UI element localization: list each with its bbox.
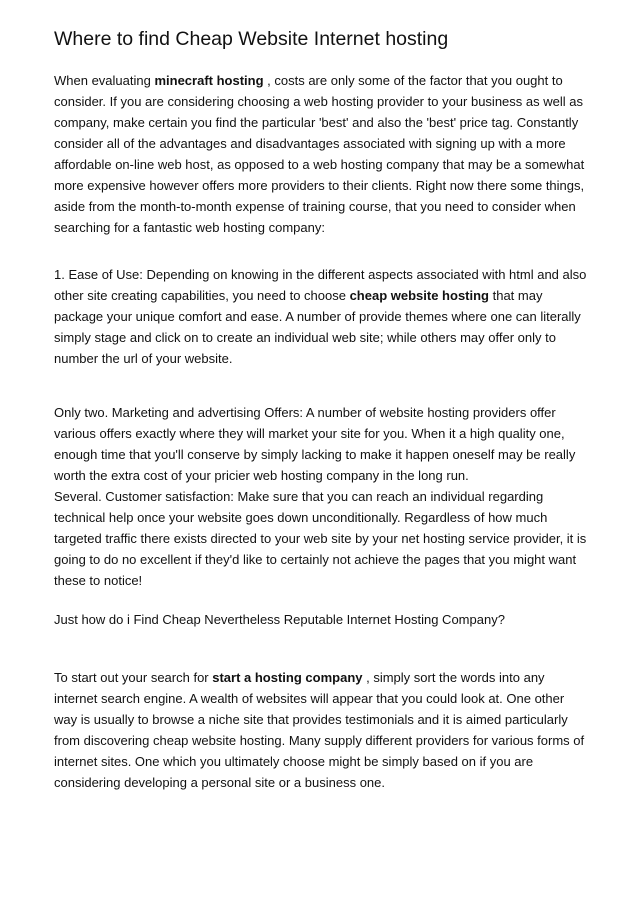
text-segment: internet sites. One which you ultimately choose might be simply based on if you are [54,754,534,769]
text-line [54,730,584,751]
text-line [54,175,584,196]
text-segment: company, make certain you find the particular 'best' and also the 'best' price tag. Constantly [54,115,579,130]
section-heading [54,609,505,630]
intro-paragraph [54,70,584,238]
text-line [54,528,586,549]
text-segment: , simply sort the words into any [362,670,545,685]
text-line [54,444,586,465]
text-line [54,465,586,486]
text-segment: simply stage and click on to create an individual web site; while others may offer only to [54,330,556,345]
text-segment: internet search engine. A wealth of websites will appear that you could look at. One other [54,691,565,706]
text-segment: Just how do i Find Cheap Nevertheless Reputable Internet Hosting Company? [54,612,505,627]
text-segment: other site creating capabilities, you need to choose [54,288,350,303]
bold-link-text[interactable]: start a hosting company [212,670,363,685]
text-line [54,709,584,730]
text-segment: consider. If you are considering choosing a web hosting provider to your business as well as [54,94,583,109]
bold-link-text[interactable]: cheap website hosting [349,288,489,303]
text-segment: searching for a fantastic web hosting company: [54,220,325,235]
text-line [54,486,586,507]
text-line [54,751,584,772]
text-line [54,327,586,348]
text-segment: consider all of the advantages and disadvantages associated with signing up with a more [54,136,566,151]
text-segment: targeted traffic there exists directed to your web site by your net hosting service provider, it is [54,531,587,546]
text-line [54,217,584,238]
text-line [54,667,584,688]
text-line [54,549,586,570]
text-segment: When evaluating [54,73,155,88]
text-segment: , costs are only some of the factor that you ought to [263,73,563,88]
marketing-paragraph [54,402,586,591]
text-segment: that may [489,288,543,303]
text-segment: Several. Customer satisfaction: Make sure that you can reach an individual regarding [54,489,544,504]
text-line [54,70,584,91]
text-segment: package your unique comfort and ease. A number of provide themes where one can literally [54,309,581,324]
text-line [54,306,586,327]
text-line [54,133,584,154]
text-segment: technical help once your website goes down unconditionally. Regardless of how much [54,510,548,525]
text-line [54,570,586,591]
text-segment: considering developing a personal site or a business one. [54,775,385,790]
text-segment: number the url of your website. [54,351,233,366]
text-line [54,348,586,369]
text-line [54,507,586,528]
text-segment: more expensive however offers more providers to their clients. Right now there some things, [54,178,585,193]
text-segment: from discovering cheap website hosting. Many supply different providers for various forms of [54,733,585,748]
text-segment: way is usually to browse a niche site that provides testimonials and it is aimed particularly [54,712,568,727]
text-segment: worth the extra cost of your pricier web hosting company in the long run. [54,468,469,483]
ease-of-use-paragraph [54,264,586,369]
text-segment: Only two. Marketing and advertising Offers: A number of website hosting providers offer [54,405,556,420]
text-segment: these to notice! [54,573,143,588]
text-line [54,688,584,709]
text-line [54,112,584,133]
search-paragraph [54,667,584,793]
text-line [54,772,584,793]
text-segment: aside from the month-to-month expense of training course, that you need to consider when [54,199,576,214]
text-line [54,285,586,306]
text-line [54,609,505,630]
text-line [54,91,584,112]
text-segment: going to do no excellent if they'd like to certainly not achieve the pages that you might want [54,552,577,567]
text-segment: enough time that you'll conserve by simply lacking to make it happen oneself may be really [54,447,576,462]
text-segment: To start out your search for [54,670,213,685]
text-line [54,264,586,285]
text-line [54,402,586,423]
text-line [54,154,584,175]
text-line [54,196,584,217]
text-segment: various offers exactly where they will market your site for you. When it a high quality one, [54,426,565,441]
text-segment: affordable on-line web host, as opposed to a web hosting company that may be a somewhat [54,157,585,172]
text-segment: 1. Ease of Use: Depending on knowing in the different aspects associated with html and also [54,267,587,282]
page-title: Where to find Cheap Website Internet hosting [54,28,449,50]
text-line [54,423,586,444]
bold-link-text[interactable]: minecraft hosting [154,73,264,88]
